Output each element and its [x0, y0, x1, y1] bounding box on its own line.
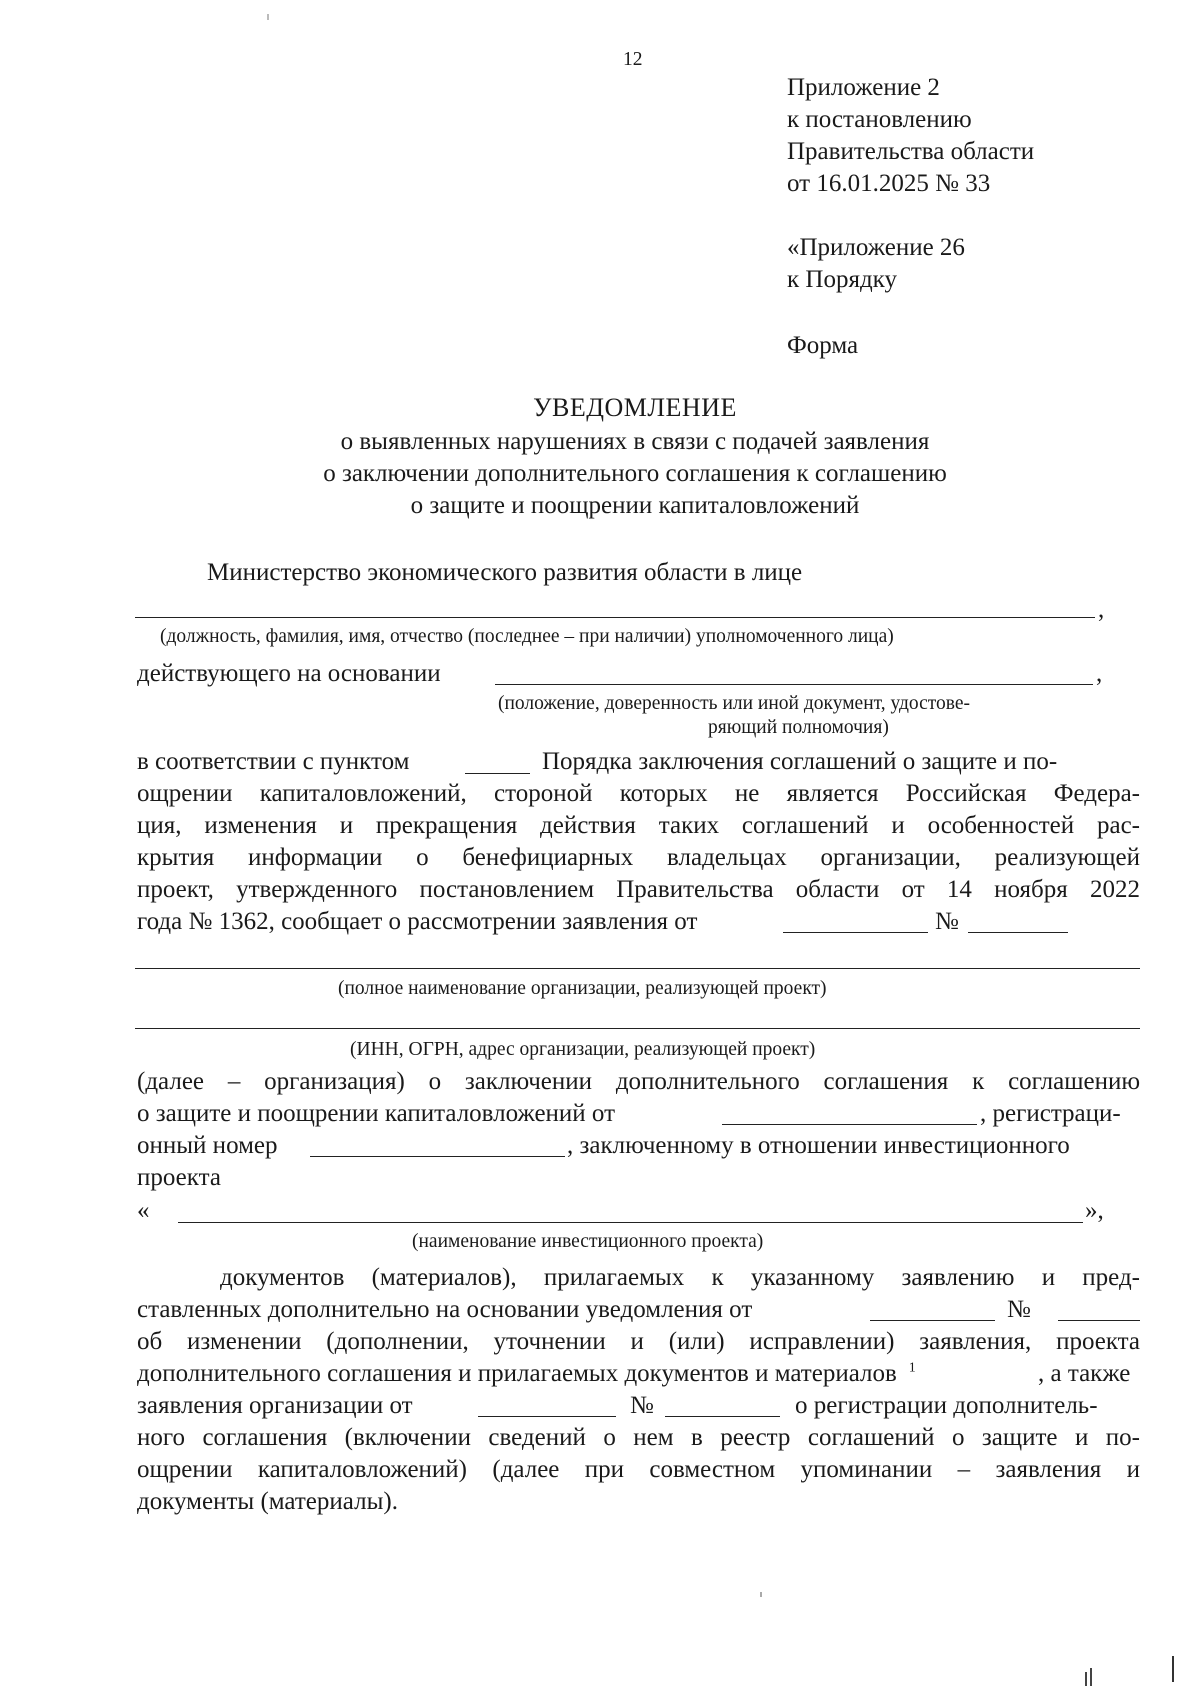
- scan-edge-mark: [1085, 1672, 1087, 1686]
- header-line: Правительства области: [787, 138, 1035, 165]
- scan-speck: [267, 14, 269, 20]
- number-blank-line: [968, 932, 1068, 933]
- paragraph-line: проект, утвержденного постановлением Правительства области от 14 ноября 2022: [137, 876, 1140, 903]
- number-sign: №: [935, 908, 959, 935]
- org-name-blank-line: [135, 968, 1140, 969]
- caption-org-details: (ИНН, ОГРН, адрес организации, реализующей проект): [350, 1039, 816, 1060]
- paragraph-line: , регистраци-: [980, 1100, 1121, 1127]
- comma: ,: [1096, 660, 1103, 687]
- ministry-line: Министерство экономического развития области в лице: [207, 559, 803, 586]
- notice-number-blank-line: [1058, 1320, 1140, 1321]
- paragraph-text: дополнительного соглашения и прилагаемых документов и материалов: [137, 1360, 897, 1387]
- date-blank-line: [783, 932, 928, 933]
- paragraph-line: проекта: [137, 1164, 221, 1191]
- paragraph-line: года № 1362, сообщает о рассмотрении заявления от: [137, 908, 698, 935]
- caption-basis: ряющий полномочия): [708, 717, 889, 738]
- paragraph-line: (далее – организация) о заключении дополнительного соглашения к соглашению: [137, 1068, 1140, 1095]
- appendix-header: [787, 72, 1034, 200]
- paragraph-line: в соответствии с пунктом: [137, 748, 410, 775]
- official-blank-line: [135, 617, 1095, 618]
- scan-speck: [760, 1592, 762, 1597]
- paragraph-line: ция, изменения и прекращения действия таких соглашений и особенностей рас-: [137, 812, 1140, 839]
- scan-edge-mark: [1090, 1668, 1092, 1686]
- paragraph-line: ощрении капиталовложений, стороной которых не является Российская Федера-: [137, 780, 1140, 807]
- number-sign: №: [630, 1392, 654, 1419]
- caption-official: (должность, фамилия, имя, отчество (последнее – при наличии) уполномоченного лица): [160, 626, 894, 647]
- acting-basis-label: действующего на основании: [137, 660, 441, 687]
- form-label: Форма: [787, 332, 859, 359]
- paragraph-line: Порядка заключения соглашений о защите и по-: [542, 748, 1058, 775]
- appendix-reference: [787, 232, 965, 296]
- scan-edge-mark: [1172, 1656, 1174, 1682]
- page-number: 12: [623, 49, 643, 70]
- application-number-blank-line: [665, 1416, 780, 1417]
- paragraph-line: документы (материалы).: [137, 1488, 398, 1515]
- caption-org-name: (полное наименование организации, реализующей проект): [338, 978, 827, 999]
- paragraph-line: [137, 1358, 916, 1390]
- number-sign: №: [1007, 1296, 1031, 1323]
- registration-number-blank-line: [310, 1156, 565, 1157]
- paragraph-line: , заключенному в отношении инвестиционного: [567, 1132, 1070, 1159]
- comma: ,: [1098, 596, 1105, 623]
- footnote-mark: 1: [908, 1360, 916, 1376]
- header-line: от 16.01.2025 № 33: [787, 170, 991, 197]
- document-subtitle: о заключении дополнительного соглашения к соглашению: [323, 460, 947, 487]
- quote-open: «: [137, 1197, 150, 1224]
- paragraph-line: ного соглашения (включении сведений о нем в реестр соглашений о защите и по-: [137, 1424, 1140, 1451]
- clause-blank-line: [465, 773, 530, 774]
- paragraph-line: о регистрации дополнитель-: [795, 1392, 1098, 1419]
- document-subtitle: о выявленных нарушениях в связи с подачей заявления: [340, 428, 930, 455]
- paragraph-line: документов (материалов), прилагаемых к указанному заявлению и пред-: [220, 1264, 1140, 1291]
- paragraph-line: , а также: [1038, 1360, 1131, 1387]
- notice-date-blank-line: [870, 1320, 995, 1321]
- paragraph-line: ощрении капиталовложений) (далее при совместном упоминании – заявления и: [137, 1456, 1140, 1483]
- document-subtitle: о защите и поощрении капиталовложений: [410, 492, 860, 519]
- quote-close: »,: [1085, 1197, 1104, 1224]
- header-line: «Приложение 26: [787, 234, 965, 261]
- paragraph-line: о защите и поощрении капиталовложений от: [137, 1100, 616, 1127]
- project-name-blank-line: [178, 1222, 1083, 1223]
- paragraph-line: онный номер: [137, 1132, 278, 1159]
- header-line: Приложение 2: [787, 74, 940, 101]
- paragraph-line: крытия информации о бенефициарных владельцах организации, реализующей: [137, 844, 1140, 871]
- paragraph-line: ставленных дополнительно на основании уведомления от: [137, 1296, 753, 1323]
- header-line: к постановлению: [787, 106, 972, 133]
- org-details-blank-line: [135, 1028, 1140, 1029]
- application-date-blank-line: [478, 1416, 616, 1417]
- agreement-date-blank-line: [722, 1124, 977, 1125]
- caption-project: (наименование инвестиционного проекта): [412, 1231, 764, 1252]
- caption-basis: (положение, доверенность или иной документ, удостове-: [498, 693, 971, 714]
- basis-blank-line: [495, 684, 1093, 685]
- paragraph-line: заявления организации от: [137, 1392, 413, 1419]
- document-title: УВЕДОМЛЕНИЕ: [533, 393, 737, 422]
- paragraph-line: об изменении (дополнении, уточнении и (или) исправлении) заявления, проекта: [137, 1328, 1140, 1355]
- header-line: к Порядку: [787, 266, 897, 293]
